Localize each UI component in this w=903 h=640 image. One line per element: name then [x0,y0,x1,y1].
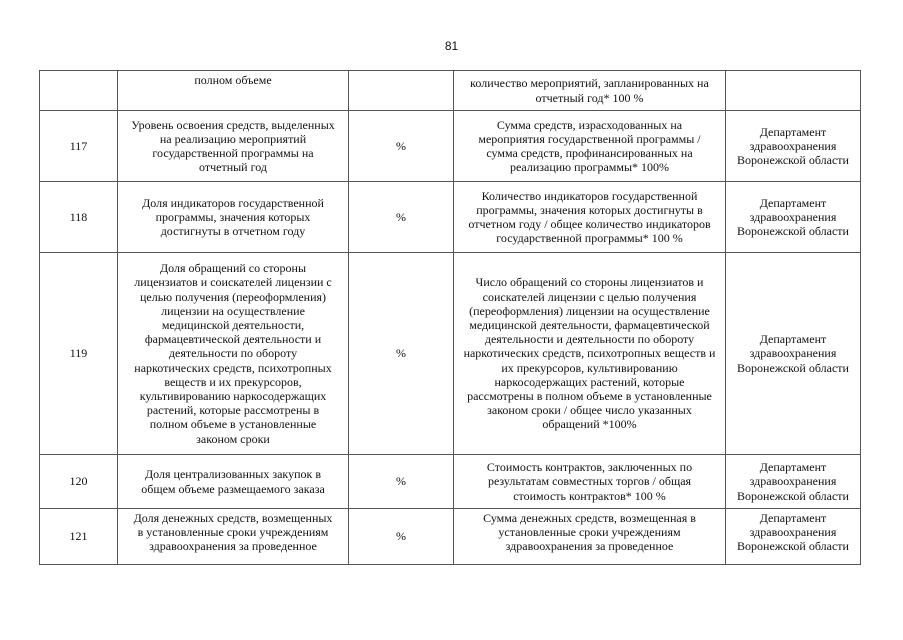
formula-line: рассмотрены в полном объеме в установленные [467,389,712,403]
formula-line: медицинской деятельности, фармацевтической [469,317,710,332]
indicator-name-line: полном объеме в установленные [149,417,317,432]
formula-cell [454,253,726,455]
department-cell [726,455,861,509]
department-cell [726,71,861,111]
formula-line: здравоохранения за проведенное [505,539,674,554]
formula-line: наркосодержащих растений, которые [494,374,685,389]
indicator-name-line: деятельности по обороту [168,346,298,361]
department-cell [726,509,861,565]
row-number-cell: 120 [40,455,118,509]
formula-line: реализацию программы* 100% [509,160,670,175]
table-row [40,111,861,182]
unit-cell: % [349,182,454,253]
department-line: здравоохранения [749,138,837,153]
indicator-name-line: лицензиатов и соискателей лицензии с [134,275,332,290]
formula-line: деятельности и деятельности по обороту [484,332,695,347]
indicator-name-cell [118,253,349,455]
row-number-cell: 119 [40,253,118,455]
table-row [40,455,861,509]
table-row-continuation [40,71,861,111]
formula-line: результатам совместных торгов / общая [487,474,692,489]
unit-cell: % [349,111,454,182]
formula-cell [454,71,726,111]
formula-line: Число обращений со стороны лицензиатов и [475,275,704,290]
department-line: здравоохранения [749,525,837,540]
department-line: здравоохранения [749,346,837,361]
department-cell [726,111,861,182]
indicator-name-cell [118,111,349,182]
formula-line: отчетный год* 100 % [535,90,644,105]
indicator-name-cell [118,182,349,253]
department-line: Воронежской области [737,539,849,554]
department-line: Департамент [759,195,827,210]
department-cell [726,253,861,455]
indicator-name-line: полном объеме [194,73,272,87]
formula-line: стоимость контрактов* 100 % [513,488,666,503]
formula-line: Сумма денежных средств, возмещенная в [483,511,696,525]
table-row [40,253,861,455]
row-number-cell: 121 [40,509,118,565]
department-line: Департамент [759,511,827,525]
indicator-name-line: общем объеме размещаемого заказа [141,481,325,496]
indicator-name-line: на реализацию мероприятий [159,131,307,146]
indicator-name-line: наркотических средств, психотропных [134,360,332,375]
formula-cell [454,509,726,565]
formula-cell [454,111,726,182]
table-row [40,509,861,565]
indicator-name-line: законом сроки [196,431,270,446]
department-line: Департамент [759,124,827,139]
department-cell [726,182,861,253]
formula-line: программы, значения которых достигнуты в [476,202,703,217]
indicator-name-line: лицензии на осуществление [161,303,305,318]
indicator-name-line: Доля индикаторов государственной [142,195,324,210]
indicator-name-line: целью получения (переоформления) [139,289,327,304]
formula-line: (переоформления) лицензии на осуществление [469,303,710,318]
formula-cell [454,455,726,509]
indicator-name-line: Доля централизованных закупок в [145,467,321,482]
department-line: Воронежской области [737,488,849,503]
formula-line: сумма средств, профинансированных на [486,146,693,160]
formula-line: отчетном году / общее количество индикаторов [468,217,711,231]
indicator-name-line: отчетный год [199,160,267,175]
indicator-name-line: Доля денежных средств, возмещенных [133,511,333,525]
department-line: Департамент [759,460,827,475]
indicator-name-cell [118,71,349,111]
indicator-name-line: растений, которые рассмотрены в [146,403,320,418]
formula-line: их прекурсоров, культивированию [501,360,678,375]
formula-line: обращений *100% [542,417,637,432]
formula-line: законом сроки / общее число указанных [487,403,692,418]
indicator-name-line: здравоохранения за проведенное [149,539,317,554]
formula-line: Стоимость контрактов, заключенных по [486,460,693,475]
indicator-name-cell [118,509,349,565]
department-line: Департамент [759,332,827,347]
department-line: здравоохранения [749,209,837,224]
indicator-name-line: программы, значения которых [155,209,311,224]
indicator-name-line: медицинской деятельности, [161,317,305,332]
department-line: Воронежской области [737,224,849,239]
indicator-name-line: веществ и их прекурсоров, [164,374,302,389]
unit-cell: % [349,253,454,455]
indicator-name-line: Доля обращений со стороны [159,261,307,276]
unit-cell: % [349,509,454,565]
formula-line: государственной программы* 100 % [496,231,683,246]
table-row [40,182,861,253]
formula-line: наркотических средств, психотропных веществ и [463,346,716,361]
department-line: здравоохранения [749,474,837,489]
formula-line: установленные сроки учреждениям [498,525,681,540]
formula-line: мероприятия государственной программы / [478,131,701,146]
unit-cell [349,71,454,111]
indicator-name-line: Уровень освоения средств, выделенных [131,117,335,132]
indicator-name-line: в установленные сроки учреждениям [137,525,329,540]
row-number-cell [40,71,118,111]
indicator-name-cell [118,455,349,509]
department-line: Воронежской области [737,153,849,168]
department-line: Воронежской области [737,360,849,375]
row-number-cell: 118 [40,182,118,253]
formula-cell [454,182,726,253]
row-number-cell: 117 [40,111,118,182]
indicator-name-line: культивированию наркосодержащих [139,389,327,403]
formula-line: количество мероприятий, запланированных на [470,76,709,91]
unit-cell: % [349,455,454,509]
page-number: 81 [444,39,459,53]
indicator-name-line: государственной программы на [152,146,314,160]
indicator-name-line: фармацевтической деятельности и [144,332,322,347]
indicator-name-line: достигнуты в отчетном году [160,224,306,239]
formula-line: соискателей лицензии с целью получения [482,289,697,304]
indicators-table [39,70,861,565]
formula-line: Количество индикаторов государственной [481,188,698,203]
formula-line: Сумма средств, израсходованных на [496,117,683,132]
